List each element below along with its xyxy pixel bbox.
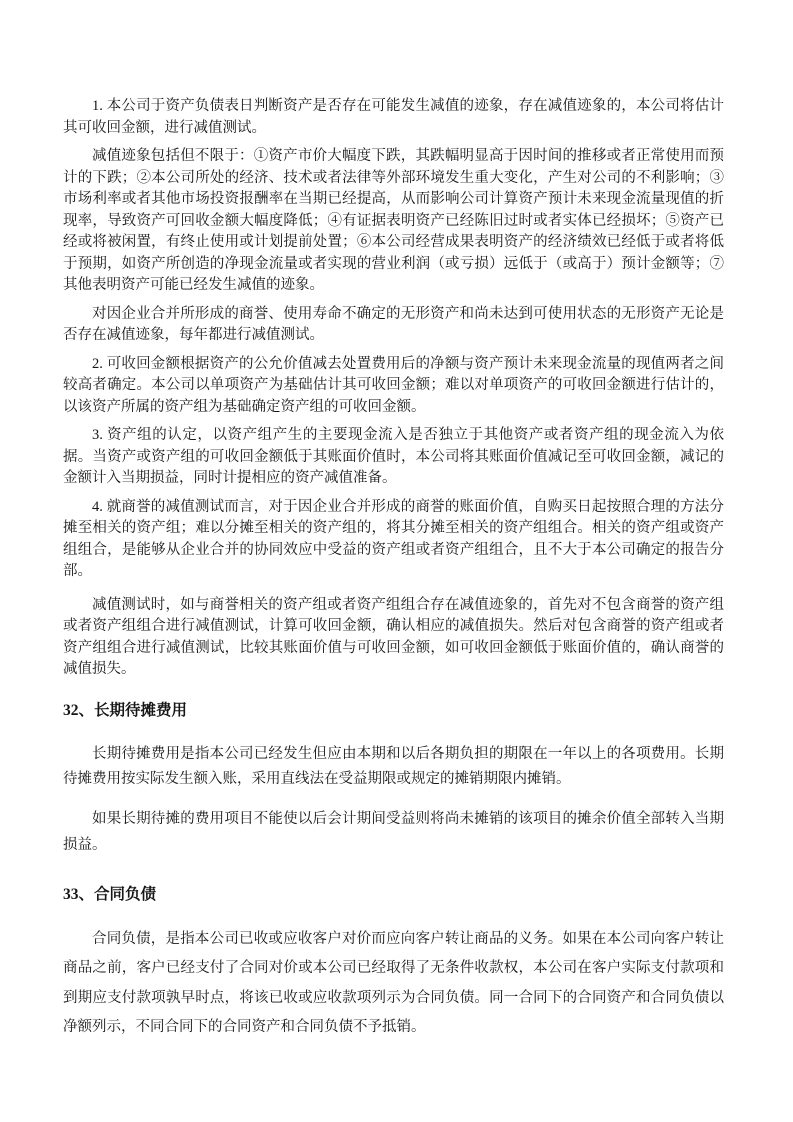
para-goodwill-impairment-test: 减值测试时，如与商誉相关的资产组或者资产组组合存在减值迹象的，首先对不包含商誉的资产组或者资产组组合进行减值测试，计算可收回金额，确认相应的减值损失。然后对包含商誉的资产组或者资产组组合进行减值测试，比较其账面价值与可收回金额，如可收回金额低于账面价值的，确认商誉的减值损失。 (63, 596, 724, 677)
para-goodwill-allocation: 4. 就商誉的减值测试而言，对于因企业合并形成的商誉的账面价值，自购买日起按照合理的方法分摊至相关的资产组；难以分摊至相关的资产组的，将其分摊至相关的资产组组合。相关的资产组或资产组组合，是能够从企业合并的协同效应中受益的资产组或者资产组组合，且不大于本公司确定的报告分部。 (63, 498, 724, 579)
para-impairment-judgement: 1. 本公司于资产负债表日判断资产是否存在可能发生减值的迹象，存在减值迹象的，本公司将估计其可收回金额，进行减值测试。 (63, 98, 724, 136)
heading-32-long-term-deferred-expenses: 32、长期待摊费用 (63, 701, 188, 719)
para-goodwill-intangibles-annual-test: 对因企业合并所形成的商誉、使用寿命不确定的无形资产和尚未达到可使用状态的无形资产无论是否存在减值迹象，每年都进行减值测试。 (63, 305, 724, 343)
section-32-long-term-deferred-expenses (63, 700, 724, 858)
section-asset-impairment (63, 96, 724, 681)
section-33-contract-liabilities (63, 884, 724, 1043)
para-impairment-indicators: 减值迹象包括但不限于：①资产市价大幅度下跌，其跌幅明显高于因时间的推移或者正常使用而预计的下跌；②本公司所处的经济、技术或者法律等外部环境发生重大变化，产生对公司的不利影响；③市场利率或者其他市场投资报酬率在当期已经提高，从而影响公司计算资产预计未来现金流量现值的折现率，导致资产可回收金额大幅度降低；④有证据表明资产已经陈旧过时或者实体已经损坏；⑤资产已经或将被闲置，有终止使用或计划提前处置；⑥本公司经营成果表明资产的经济绩效已经低于或者将低于预期，如资产所创造的净现金流量或者实现的营业利润（或亏损）远低于（或高于）预计金额等；⑦其他表明资产可能已经发生减值的迹象。 (63, 148, 724, 293)
para-contract-liability-definition: 合同负债，是指本公司已收或应收客户对价而应向客户转让商品的义务。如果在本公司向客户转让商品之前，客户已经支付了合同对价或本公司已经取得了无条件收款权，本公司在客户实际支付款项和到期应支付款项孰早时点，将该已收或应收款项列示为合同负债。同一合同下的合同资产和合同负债以净额列示，不同合同下的合同资产和合同负债不予抵销。 (63, 930, 724, 1035)
para-ltde-definition: 长期待摊费用是指本公司已经发生但应由本期和以后各期负担的期限在一年以上的各项费用。长期待摊费用按实际发生额入账，采用直线法在受益期限或规定的摊销期限内摊销。 (63, 745, 724, 787)
para-asset-group-identification: 3. 资产组的认定，以资产组产生的主要现金流入是否独立于其他资产或者资产组的现金流入为依据。当资产或资产组的可收回金额低于其账面价值时，本公司将其账面价值减记至可收回金额，减记的金额计入当期损益，同时计提相应的资产减值准备。 (63, 427, 724, 486)
para-recoverable-amount: 2. 可收回金额根据资产的公允价值减去处置费用后的净额与资产预计未来现金流量的现值两者之间较高者确定。本公司以单项资产为基础估计其可收回金额；难以对单项资产的可收回金额进行估计的，以该资产所属的资产组为基础确定资产组的可收回金额。 (63, 355, 724, 415)
para-ltde-writeoff: 如果长期待摊的费用项目不能使以后会计期间受益则将尚未摊销的该项目的摊余价值全部转入当期损益。 (63, 810, 724, 853)
heading-33-contract-liabilities: 33、合同负债 (63, 885, 157, 903)
